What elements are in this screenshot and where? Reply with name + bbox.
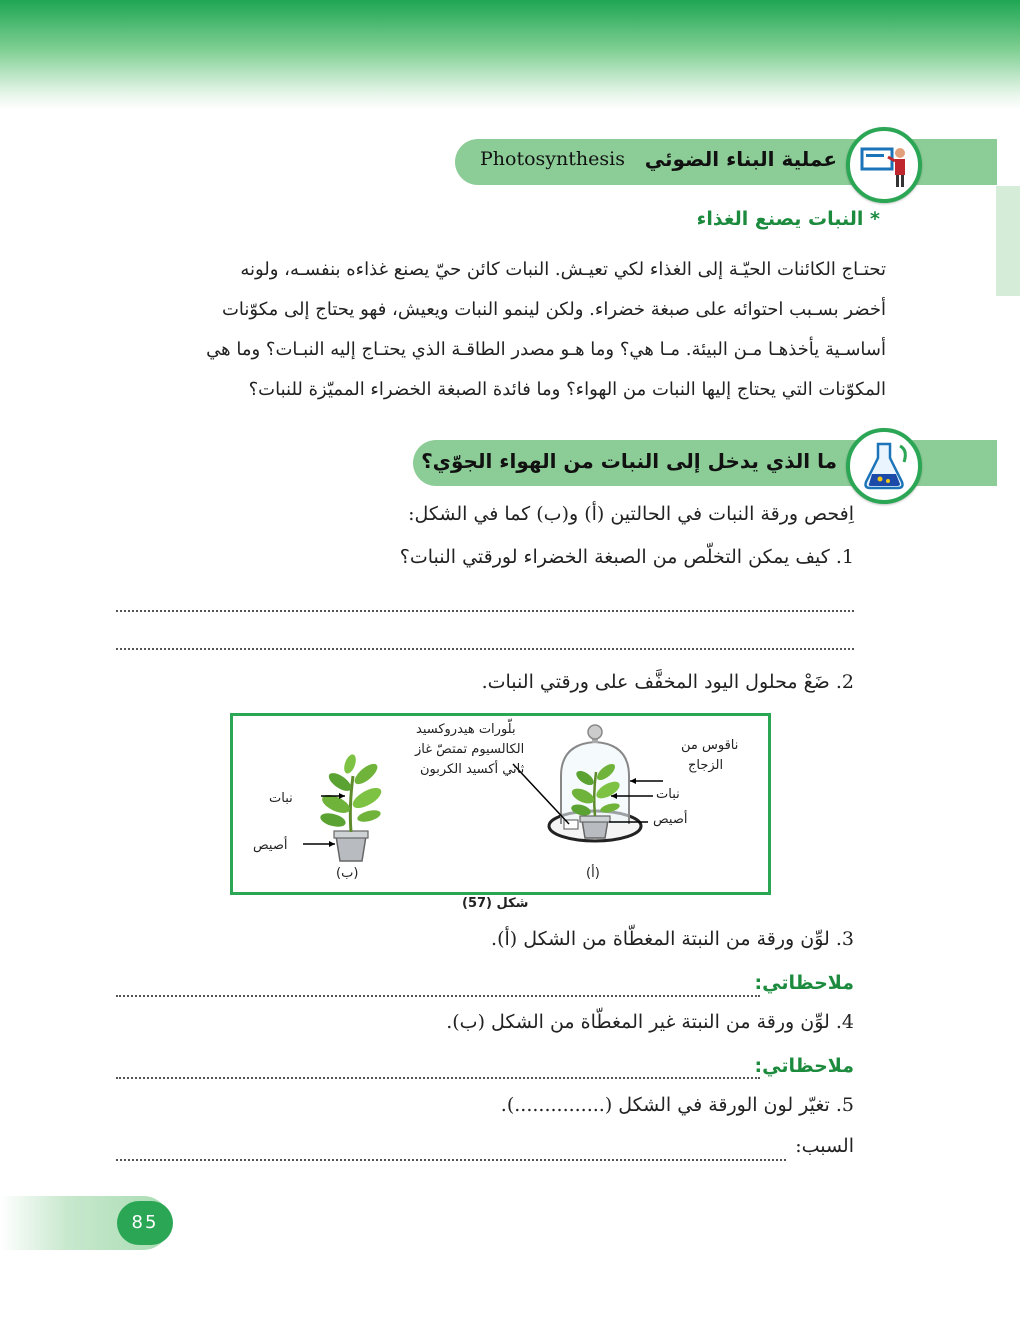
activity-instruction: اِفحص ورقة النبات في الحالتين (أ) و(ب) كما في الشكل: — [408, 503, 854, 525]
reason-label: السبب: — [795, 1135, 854, 1157]
label-bell-jar: ناقوس من — [681, 738, 739, 753]
intro-line: تحتـاج الكائنات الحيّـة إلى الغذاء لكي تعيـش. النبات كائن حيّ يصنع غذاءه بنفسـه، ولونه — [240, 259, 886, 280]
subheading-plant-makes-food: * النبات يصنع الغذاء — [696, 208, 880, 230]
plant-b-drawing — [303, 753, 384, 861]
label-crystals: بلّورات هيدروكسيد — [416, 722, 516, 737]
label-case-b: (ب) — [336, 866, 359, 881]
section-title-english: Photosynthesis — [480, 148, 625, 170]
question-2: 2. ضَعْ محلول اليود المخفَّف على ورقتي النبات. — [481, 671, 854, 693]
reason-answer-line[interactable] — [116, 1159, 786, 1161]
notes-answer-line[interactable] — [116, 995, 760, 997]
figure-caption: شكل (57) — [462, 896, 529, 911]
intro-line: المكوّنات التي يحتاج إليها النبات من الهواء؟ وما فائدة الصبغة الخضراء المميّزة للنبات؟ — [248, 379, 886, 400]
label-bell-jar: الزجاج — [688, 758, 724, 773]
label-crystals: ثاني أكسيد الكربون — [420, 762, 525, 777]
label-plant-b: نبات — [269, 791, 293, 806]
label-case-a: (أ) — [586, 866, 600, 881]
question-3: 3. لوِّن ورقة من النبتة المغطّاة من الشكل (أ). — [491, 928, 854, 950]
answer-line[interactable] — [116, 610, 854, 612]
question-5: 5. تغيّر لون الورقة في الشكل (...............). — [500, 1094, 854, 1116]
notes-answer-line[interactable] — [116, 1077, 760, 1079]
side-tab — [996, 186, 1020, 296]
page-number: 85 — [117, 1201, 173, 1245]
intro-paragraph — [112, 250, 886, 410]
activity-title: ما الذي يدخل إلى النبات من الهواء الجوّي؟ — [421, 449, 837, 473]
intro-line: أخضر بسـبب احتوائه على صبغة خضراء. ولكن لينمو النبات ويعيش، فهو يحتاج إلى مكوّنات — [221, 299, 886, 320]
notes-label: ملاحظاتي: — [754, 972, 854, 994]
answer-line[interactable] — [116, 648, 854, 650]
figure-57-box — [230, 713, 771, 895]
plant-a-bell-jar-drawing — [513, 725, 663, 841]
label-pot-b: أصيص — [253, 838, 288, 853]
question-4: 4. لوِّن ورقة من النبتة غير المغطّاة من الشكل (ب). — [446, 1011, 854, 1033]
label-plant-a: نبات — [656, 787, 680, 802]
label-pot-a: أصيص — [653, 812, 688, 827]
top-gradient-band — [0, 0, 1020, 110]
notes-label: ملاحظاتي: — [754, 1055, 854, 1077]
question-1: 1. كيف يمكن التخلّص من الصبغة الخضراء لورقتي النبات؟ — [399, 546, 854, 568]
label-crystals: الكالسيوم تمتصّ غاز — [415, 742, 525, 757]
flask-icon — [846, 428, 922, 504]
intro-line: أساسـية يأخذهـا مـن البيئة. مـا هي؟ وما هـو مصدر الطاقـة الذي يحتـاج إليه النبـات؟ وما هي — [206, 339, 886, 360]
teacher-board-icon — [846, 127, 922, 203]
section-title-arabic: عملية البناء الضوئي — [644, 147, 837, 171]
